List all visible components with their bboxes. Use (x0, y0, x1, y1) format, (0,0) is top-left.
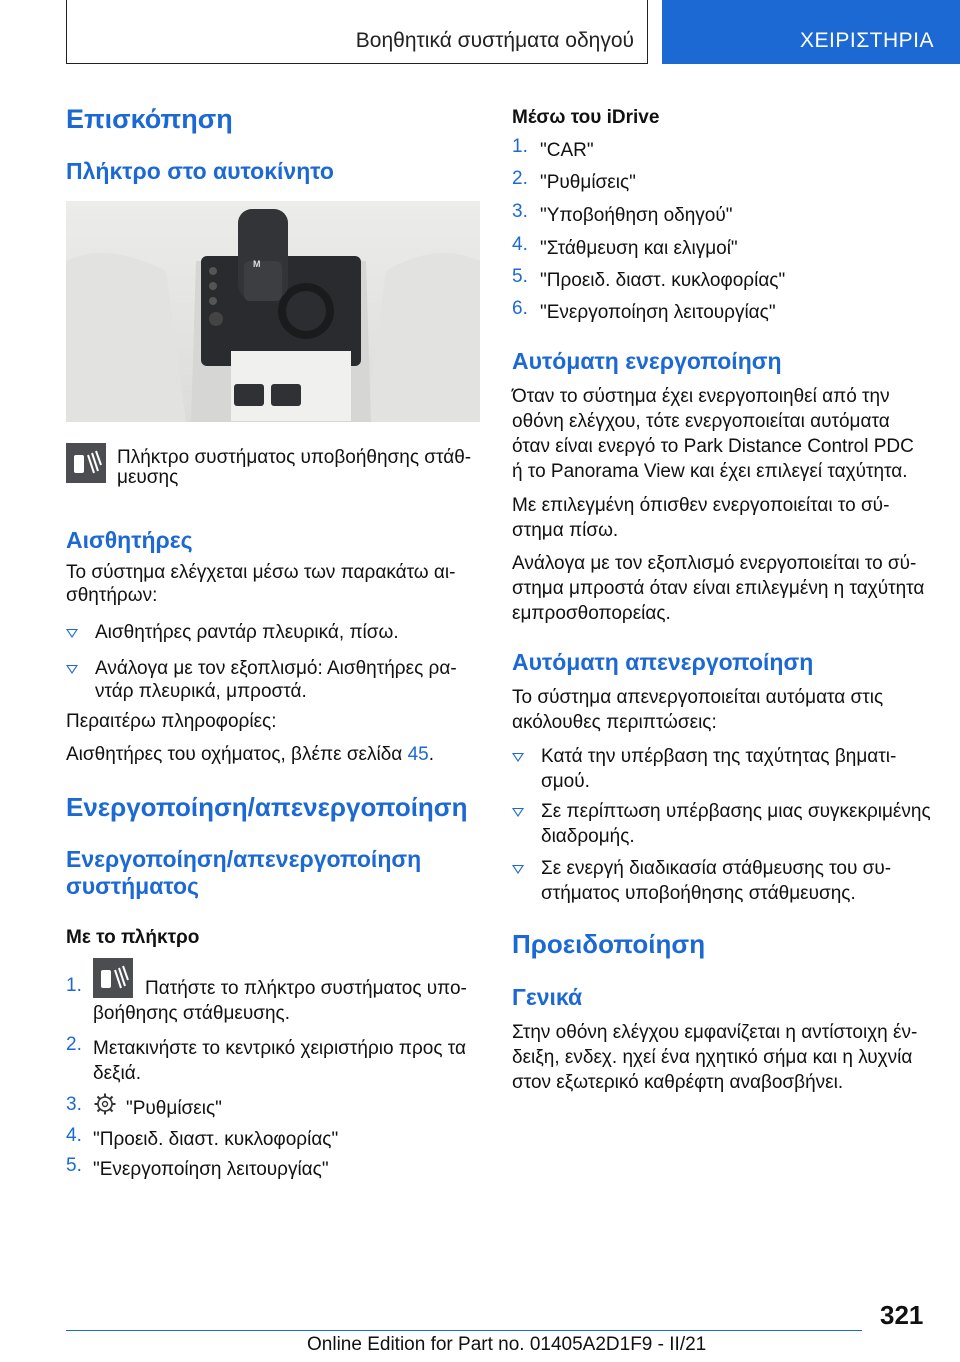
step-text: "Ενεργοποίηση λειτουργίας" (540, 302, 776, 323)
step-text: βοήθησης στάθμευσης. (93, 1003, 290, 1024)
paragraph-line: οθόνη ελέγχου, τότε ενεργοποιείται αυτόματα (512, 411, 890, 432)
step-number: 6. (512, 298, 528, 319)
step-text: "Ρυθμίσεις" (126, 1098, 222, 1119)
more-info-label: Περαιτέρω πληροφορίες: (66, 711, 277, 732)
heading-system-activation-1: Ενεργοποίηση/απενεργοποίηση (66, 846, 422, 872)
paragraph-line: δειξη, ενδεχ. ηχεί ένα ηχητικό σήμα και η λυχνία (512, 1047, 913, 1068)
step-number: 5. (512, 266, 528, 287)
heading-auto-activation: Αυτόματη ενεργοποίηση (512, 348, 782, 374)
paragraph-line: στημα μπροστά όταν είναι επιλεγμένη η ταχύτητα (512, 578, 925, 599)
paragraph-line: Στην οθόνη ελέγχου εμφανίζεται η αντίστοιχη έν- (512, 1022, 918, 1043)
step-number: 4. (66, 1125, 82, 1146)
step-text: "CAR" (540, 140, 594, 161)
step-number: 3. (512, 201, 528, 222)
heading-button-in-car: Πλήκτρο στο αυτοκίνητο (66, 158, 334, 184)
step-number: 4. (512, 234, 528, 255)
step-number: 2. (66, 1034, 82, 1055)
footer-divider (66, 1330, 862, 1331)
bullet-triangle-icon (66, 665, 78, 674)
park-assist-icon (66, 443, 106, 483)
gear-icon (93, 1092, 117, 1116)
heading-system-activation-2: συστήματος (66, 873, 200, 899)
paragraph-line: Με επιλεγμένη όπισθεν ενεργοποιείται το σύ- (512, 495, 890, 516)
step-number: 1. (66, 975, 82, 996)
sensors-intro-2: σθητήρων: (66, 585, 158, 606)
heading-auto-deactivation: Αυτόματη απενεργοποίηση (512, 649, 814, 675)
footer-edition: Online Edition for Part no. 01405A2D1F9 - II/21 (307, 1334, 707, 1355)
heading-activation: Ενεργοποίηση/απενεργοποίηση (66, 792, 468, 822)
step-number: 5. (66, 1155, 82, 1176)
step-text: Μετακινήστε το κεντρικό χειριστήριο προς τα (93, 1038, 466, 1059)
step-number: 3. (66, 1094, 82, 1115)
step-text: "Προειδ. διαστ. κυκλοφορίας" (540, 270, 786, 291)
paragraph-line: εμπροσθοπορείας. (512, 603, 671, 624)
bullet-triangle-icon (512, 808, 524, 817)
bullet-triangle-icon (512, 753, 524, 762)
bullet-triangle-icon (66, 629, 78, 638)
heading-warning: Προειδοποίηση (512, 929, 706, 959)
step-number: 2. (512, 168, 528, 189)
heading-with-button: Με το πλήκτρο (66, 927, 200, 948)
console-photo (66, 201, 480, 422)
heading-general: Γενικά (512, 984, 583, 1010)
section-title: Βοηθητικά συστήματα οδηγού (355, 29, 634, 52)
step-text: "Προειδ. διαστ. κυκλοφορίας" (93, 1129, 339, 1150)
paragraph-line: ή το Panorama View και έχει επιλεγεί ταχύτητα. (512, 461, 908, 482)
sensors-intro-1: Το σύστημα ελέγχεται μέσω των παρακάτω αι- (66, 562, 456, 583)
paragraph-line: Ανάλογα με τον εξοπλισμό ενεργοποιείται το σύ- (512, 553, 917, 574)
step-text: Πατήστε το πλήκτρο συστήματος υπο- (145, 978, 467, 999)
icon-caption-line-1: Πλήκτρο συστήματος υποβοήθησης στάθ- (117, 447, 472, 468)
heading-overview: Επισκόπηση (66, 104, 233, 134)
paragraph-line: Το σύστημα απενεργοποιείται αυτόματα στις (512, 687, 884, 708)
page-link-45[interactable]: 45 (407, 744, 429, 765)
icon-caption-line-2: μευσης (117, 467, 179, 488)
sensors-reference: Αισθητήρες του οχήματος, βλέπε σελίδα 45. (66, 744, 434, 765)
paragraph-line: στημα πίσω. (512, 520, 619, 541)
park-assist-icon (93, 958, 133, 998)
chapter-tab[interactable] (662, 0, 960, 64)
step-text: "Ενεργοποίηση λειτουργίας" (93, 1159, 329, 1180)
step-text: "Στάθμευση και ελιγμοί" (540, 238, 738, 259)
step-text: δεξιά. (93, 1063, 142, 1084)
svg-text:M: M (253, 259, 261, 269)
chapter-tab-label: ΧΕΙΡΙΣΤΗΡΙΑ (800, 29, 935, 52)
heading-via-idrive: Μέσω του iDrive (512, 107, 660, 128)
step-text: "Ρυθμίσεις" (540, 172, 636, 193)
paragraph-line: στον εξωτερικό καθρέφτη αναβοσβήνει. (512, 1072, 844, 1093)
bullet-triangle-icon (512, 865, 524, 874)
step-number: 1. (512, 136, 528, 157)
paragraph-line: ακόλουθες περιπτώσεις: (512, 712, 717, 733)
page-number: 321 (880, 1300, 924, 1330)
paragraph-line: όταν είναι ενεργό το Park Distance Control PDC (512, 436, 914, 457)
paragraph-line: Όταν το σύστημα έχει ενεργοποιηθεί από την (512, 386, 890, 407)
heading-sensors: Αισθητήρες (66, 527, 193, 553)
step-text: "Υποβοήθηση οδηγού" (540, 205, 733, 226)
